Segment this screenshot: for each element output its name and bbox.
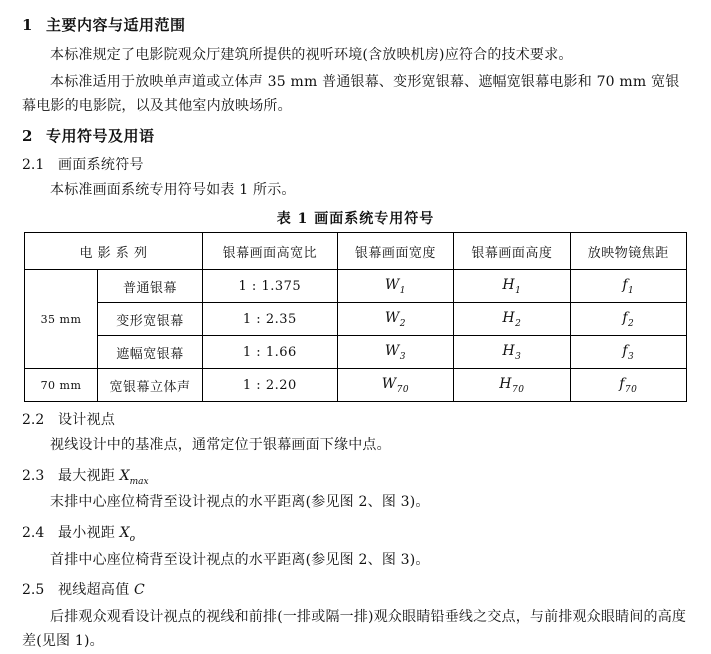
paragraph: 视线设计中的基准点，通常定位于银幕画面下缘中点。 [50, 437, 391, 453]
table-cell-width: $W_2$ [337, 303, 453, 336]
table-cell-name: 遮幅宽银幕 [98, 336, 203, 369]
table-header-row [25, 233, 687, 270]
table-cell-height: $H_3$ [454, 336, 570, 369]
table-row [25, 336, 687, 369]
section-number: 1 [22, 16, 33, 34]
table-header-cell: 银幕画面高宽比 [203, 233, 338, 270]
subsection-number: 2.5 [22, 582, 45, 599]
table-header-cell: 银幕画面高度 [454, 233, 570, 270]
subsection-symbol: C [133, 582, 145, 599]
table-cell-focal: $f_{70}$ [570, 369, 686, 402]
table-cell-focal: $f_2$ [570, 303, 686, 336]
table-cell-ratio: 1 : 2.20 [203, 369, 338, 402]
table-cell-name: 宽银幕立体声 [98, 369, 203, 402]
subsection-number: 2.2 [22, 412, 45, 428]
section-heading-2 [22, 125, 689, 146]
paragraph: 本标准画面系统专用符号如表 1 所示。 [50, 181, 296, 198]
subsection-heading-2-2 [22, 409, 689, 429]
table-cell-ratio: 1 : 2.35 [203, 303, 338, 336]
subsection-heading-2-1 [22, 154, 689, 174]
table-row [25, 369, 687, 402]
paragraph: 末排中心座位椅背至设计视点的水平距离(参见图 2、图 3)。 [50, 494, 430, 511]
subsection-title: 画面系统符号 [58, 156, 144, 173]
table-cell-width: $W_3$ [337, 336, 453, 369]
table-caption: 表 1 画面系统专用符号 [276, 211, 435, 227]
subsection-heading-2-3 [22, 465, 689, 487]
subsection-number: 2.1 [22, 156, 45, 173]
table-cell-ratio: 1 : 1.375 [203, 270, 338, 303]
table-row [25, 303, 687, 336]
table-row [25, 270, 687, 303]
subsection-heading-2-5 [22, 579, 689, 601]
subsection-title: 设计视点 [58, 412, 116, 428]
section-title: 专用符号及用语 [46, 126, 155, 145]
section-heading-1 [22, 14, 689, 35]
subsection-number: 2.4 [22, 524, 45, 541]
subsection-heading-2-4 [22, 522, 689, 544]
table-header-cell: 电 影 系 列 [25, 233, 203, 270]
table-header-cell: 银幕画面宽度 [337, 233, 453, 270]
table-cell-name: 普通银幕 [98, 270, 203, 303]
subsection-title: 最小视距 [58, 524, 116, 541]
subsection-title: 视线超高值 [58, 582, 130, 599]
table-cell-height: $H_{70}$ [454, 369, 570, 402]
paragraph: 后排观众观看设计视点的视线和前排(一排或隔一排)观众眼睛铅垂线之交点，与前排观众眼睛间的高度差(见图 1)。 [22, 608, 687, 650]
table-cell-focal: $f_3$ [570, 336, 686, 369]
table-cell-series: 70 mm [25, 369, 98, 402]
subsection-symbol: $X_{max}$ [119, 467, 149, 487]
table-cell-height: $H_2$ [454, 303, 570, 336]
subsection-symbol: $X_o$ [119, 524, 136, 544]
table-header [25, 233, 687, 270]
table-cell-width: $W_{70}$ [337, 369, 453, 402]
table-cell-width: $W_1$ [337, 270, 453, 303]
paragraph: 本标准适用于放映单声道或立体声 35 mm 普通银幕、变形宽银幕、遮幅宽银幕电影和 70 mm 宽银幕电影的电影院，以及其他室内放映场所。 [22, 73, 680, 114]
table-cell-focal: $f_1$ [570, 270, 686, 303]
paragraph: 本标准规定了电影院观众厅建筑所提供的视听环境(含放映机房)应符合的技术要求。 [50, 47, 573, 63]
table-cell-ratio: 1 : 1.66 [203, 336, 338, 369]
section-title: 主要内容与适用范围 [46, 16, 186, 34]
subsection-number: 2.3 [22, 467, 45, 484]
table-cell-height: $H_1$ [454, 270, 570, 303]
subsection-title: 最大视距 [58, 467, 116, 484]
paragraph: 首排中心座位椅背至设计视点的水平距离(参见图 2、图 3)。 [50, 551, 430, 568]
screen-symbols-table [24, 232, 687, 402]
table-body [25, 270, 687, 402]
table-header-cell: 放映物镜焦距 [570, 233, 686, 270]
table-cell-series: 35 mm [25, 270, 98, 369]
section-number: 2 [22, 126, 33, 145]
table-cell-name: 变形宽银幕 [98, 303, 203, 336]
